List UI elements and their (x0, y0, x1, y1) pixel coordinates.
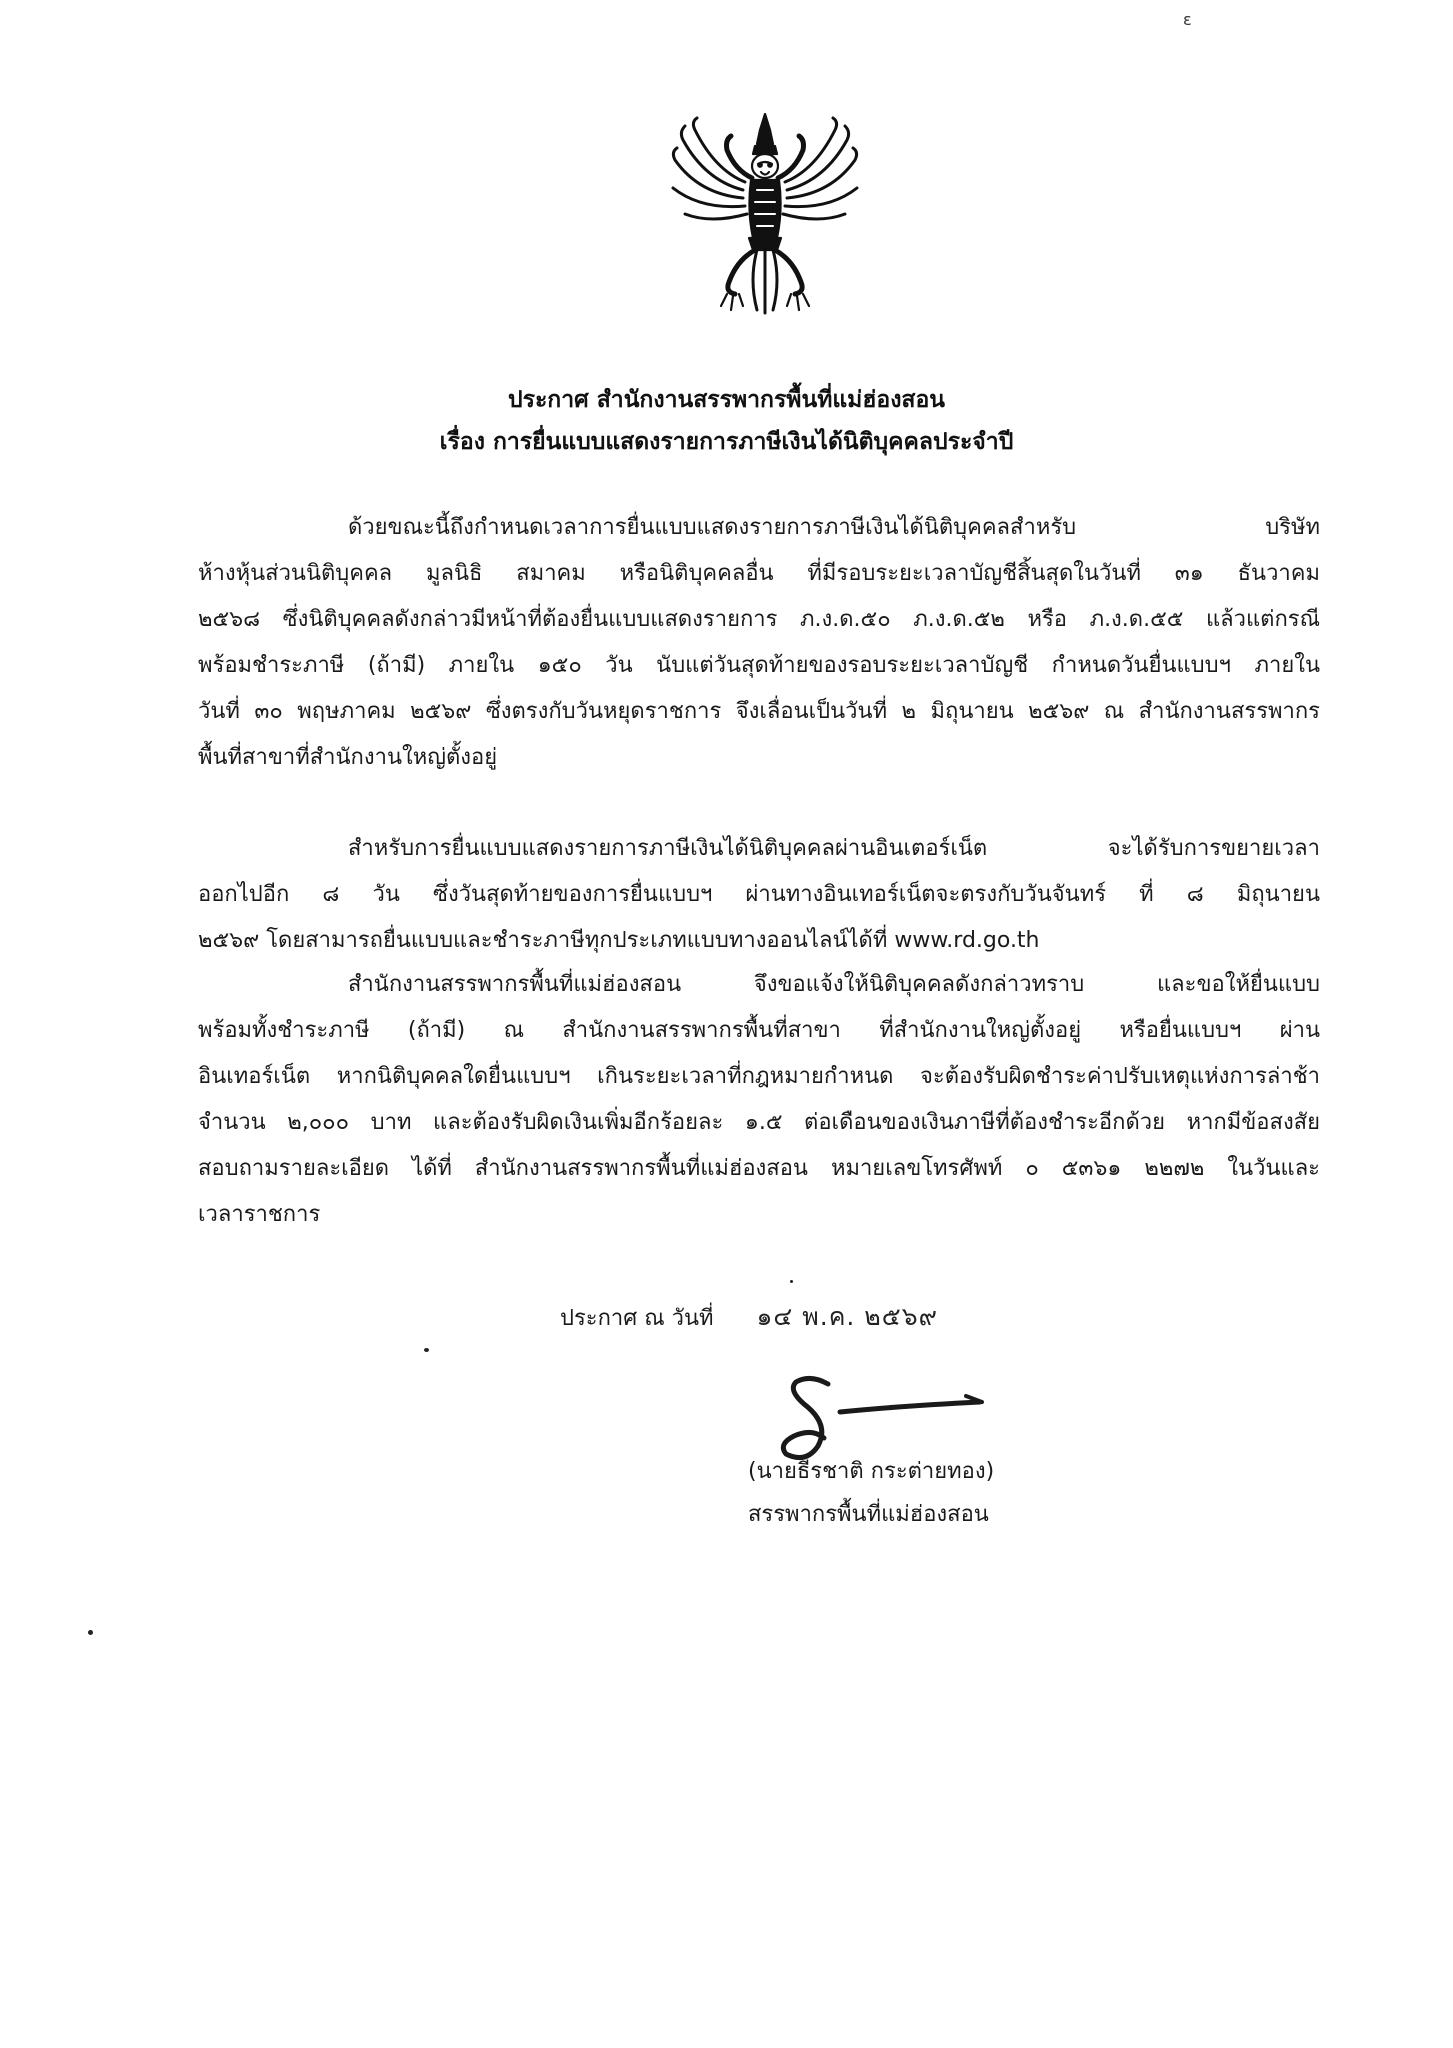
signer-name: (นายธีรชาติ กระต่ายทอง) (748, 1459, 995, 1484)
page-mark: ɛ (1183, 10, 1192, 29)
garuda-emblem (665, 110, 865, 315)
paragraph-3 (198, 962, 1320, 1238)
scan-speck (790, 1280, 793, 1283)
scan-speck (424, 1348, 429, 1352)
paragraph-line: สำหรับการยื่นแบบแสดงรายการภาษีเงินได้นิติบุคคลผ่านอินเตอร์เน็ต จะได้รับการขยายเวลา (348, 836, 1320, 861)
paragraph-line: พร้อมทั้งชำระภาษี (ถ้ามี) ณ สำนักงานสรรพากรพื้นที่สาขา ที่สำนักงานใหญ่ตั้งอยู่ หรือยื่นแบบฯ ผ่าน (198, 1018, 1320, 1043)
announcement-date-line (560, 1292, 938, 1342)
paragraph-line: เวลาราชการ (198, 1202, 321, 1227)
paragraph-line: อินเทอร์เน็ต หากนิติบุคคลใดยื่นแบบฯ เกินระยะเวลาที่กฎหมายกำหนด จะต้องรับผิดชำระค่าปรับเหตุแห่งการล่าช้า (198, 1064, 1320, 1089)
paragraph-line: สำนักงานสรรพากรพื้นที่แม่ฮ่องสอน จึงขอแจ้งให้นิติบุคคลดังกล่าวทราบ และขอให้ยื่นแบบ (348, 972, 1320, 997)
paragraph-line: ๒๕๖๙ โดยสามารถยื่นแบบและชำระภาษีทุกประเภทแบบทางออนไลน์ได้ที่ www.rd.go.th (198, 928, 1040, 953)
paragraph-line: ด้วยขณะนี้ถึงกำหนดเวลาการยื่นแบบแสดงรายการภาษีเงินได้นิติบุคคลสำหรับ บริษัท (348, 515, 1320, 540)
paragraph-line: พร้อมชำระภาษี (ถ้ามี) ภายใน ๑๕๐ วัน นับแต่วันสุดท้ายของรอบระยะเวลาบัญชี กำหนดวันยื่นแบบฯ ภายใน (198, 653, 1320, 678)
paragraph-line: ๒๕๖๘ ซึ่งนิติบุคคลดังกล่าวมีหน้าที่ต้องยื่นแบบแสดงรายการ ภ.ง.ด.๕๐ ภ.ง.ด.๕๒ หรือ ภ.ง.ด.๕๕ แล้วแต่กรณี (198, 607, 1320, 632)
signer-position: สรรพากรพื้นที่แม่ฮ่องสอน (748, 1502, 989, 1527)
paragraph-line: พื้นที่สาขาที่สำนักงานใหญ่ตั้งอยู่ (198, 745, 498, 770)
paragraph-line: สอบถามรายละเอียด ได้ที่ สำนักงานสรรพากรพื้นที่แม่ฮ่องสอน หมายเลขโทรศัพท์ ๐ ๕๓๖๑ ๒๒๗๒ ในวันและ (198, 1156, 1320, 1181)
paragraph-line: วันที่ ๓๐ พฤษภาคม ๒๕๖๙ ซึ่งตรงกับวันหยุดราชการ จึงเลื่อนเป็นวันที่ ๒ มิถุนายน ๒๕๖๙ ณ สำนักงานสรรพากร (198, 699, 1320, 724)
paragraph-1 (198, 505, 1320, 781)
paragraph-line: จำนวน ๒,๐๐๐ บาท และต้องรับผิดเงินเพิ่มอีกร้อยละ ๑.๕ ต่อเดือนของเงินภาษีที่ต้องชำระอีกด้วย หากมีข้อสงสัย (198, 1110, 1320, 1135)
scan-speck (88, 1630, 93, 1635)
paragraph-2 (198, 826, 1320, 964)
announcement-title: ประกาศ สำนักงานสรรพากรพื้นที่แม่ฮ่องสอน (507, 387, 945, 413)
paragraph-line: ออกไปอีก ๘ วัน ซึ่งวันสุดท้ายของการยื่นแบบฯ ผ่านทางอินเทอร์เน็ตจะตรงกับวันจันทร์ ที่ ๘ มิถุนายน (198, 882, 1320, 907)
date-value: ๑๔ พ.ค. ๒๕๖๙ (756, 1302, 938, 1331)
announcement-subject: เรื่อง การยื่นแบบแสดงรายการภาษีเงินได้นิติบุคคลประจำปี (439, 429, 1014, 455)
date-label: ประกาศ ณ วันที่ (560, 1306, 714, 1331)
paragraph-line: ห้างหุ้นส่วนนิติบุคคล มูลนิธิ สมาคม หรือนิติบุคคลอื่น ที่มีรอบระยะเวลาบัญชีสิ้นสุดในวันที่ ๓๑ ธันวาคม (198, 561, 1320, 586)
